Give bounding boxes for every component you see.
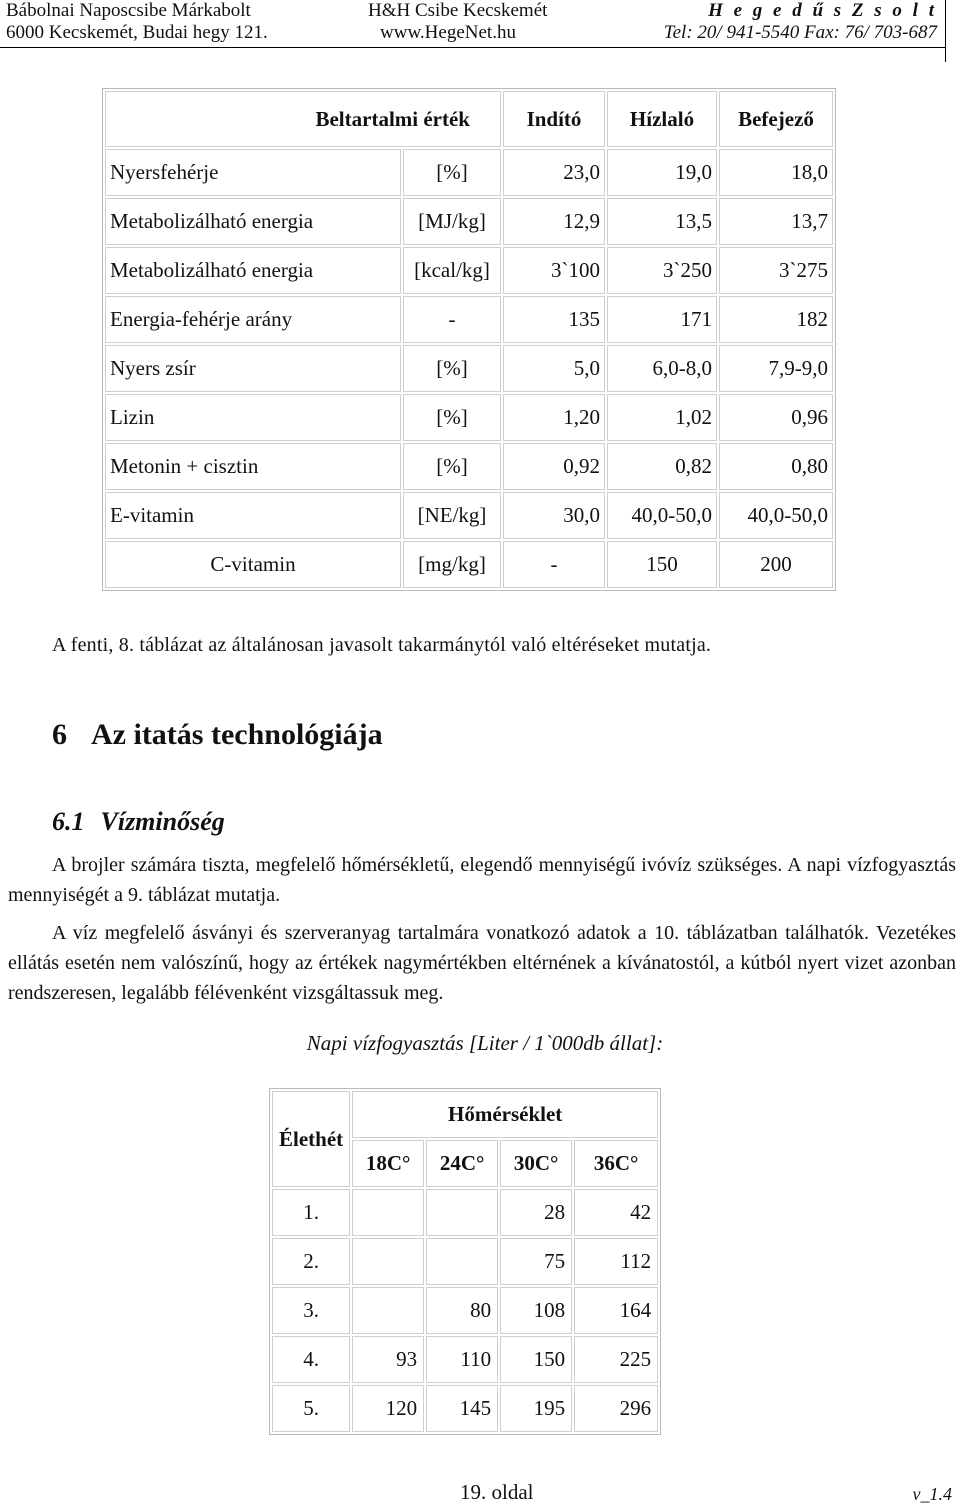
table-row: [272, 1385, 658, 1432]
table-row: [105, 492, 833, 539]
row-label: Metabolizálható energia: [105, 247, 401, 294]
temp-header-cell: 24C°: [426, 1140, 498, 1187]
paragraph-1-text: A brojler számára tiszta, megfelelő hőmérsékletű, elegendő mennyiségű ivóvíz szükséges. A napi vízfogyasztás mennyiségét a 9. táblázat mutatja.: [8, 854, 956, 906]
header-cell-grower: Hízlaló: [607, 91, 717, 147]
consumption-cell: 108: [500, 1287, 572, 1334]
row-unit: [NE/kg]: [403, 492, 501, 539]
consumption-cell: 296: [574, 1385, 658, 1432]
row-value-grower: 13,5: [607, 198, 717, 245]
consumption-cell: 110: [426, 1336, 498, 1383]
consumption-cell: 225: [574, 1336, 658, 1383]
consumption-cell: [426, 1189, 498, 1236]
consumption-cell: 80: [426, 1287, 498, 1334]
temperature-header: Hőmérséklet: [352, 1091, 658, 1138]
version-label: v_1.4: [912, 1484, 952, 1504]
subsection-number: 6.1: [52, 807, 85, 836]
row-label: Metonin + cisztin: [105, 443, 401, 490]
section-heading: [52, 718, 383, 752]
paragraph-1: [8, 850, 956, 910]
paragraph-2-text: A víz megfelelő ásványi és szerveranyag tartalmára vonatkozó adatok a 10. táblázatban találhatók. Vezetékes ellátás esetén nem valószínű, hogy az értékek nagymértékben eltérnének a kívánatostól, a kútból nyert vizet azonban rendszeresen, legalább félévenként vizsgáltassuk meg.: [8, 922, 956, 1004]
week-cell: 1.: [272, 1189, 350, 1236]
consumption-cell: [352, 1238, 424, 1285]
row-value-grower: 3`250: [607, 247, 717, 294]
consumption-cell: 28: [500, 1189, 572, 1236]
consumption-cell: [352, 1189, 424, 1236]
paragraph-2: [8, 918, 956, 1008]
row-unit: [mg/kg]: [403, 541, 501, 588]
table-row: [105, 247, 833, 294]
row-unit: [kcal/kg]: [403, 247, 501, 294]
consumption-cell: 164: [574, 1287, 658, 1334]
header-cell-content: Beltartalmi érték: [105, 91, 501, 147]
table-row: [105, 443, 833, 490]
row-value-grower: 40,0-50,0: [607, 492, 717, 539]
temp-header-cell: 18C°: [352, 1140, 424, 1187]
row-label: C-vitamin: [105, 541, 401, 588]
header-rule: [0, 47, 945, 48]
temp-header-cell: 36C°: [574, 1140, 658, 1187]
row-value-starter: 3`100: [503, 247, 605, 294]
week-cell: 5.: [272, 1385, 350, 1432]
nutrition-table: [102, 88, 836, 591]
row-value-grower: 0,82: [607, 443, 717, 490]
age-header: Élethét: [272, 1091, 350, 1187]
header-shop-address: 6000 Kecskemét, Budai hegy 121.: [6, 22, 268, 43]
row-value-starter: 135: [503, 296, 605, 343]
row-value-finisher: 200: [719, 541, 833, 588]
table-row: [105, 394, 833, 441]
table-row: [105, 541, 833, 588]
water-table-caption: Napi vízfogyasztás [Liter / 1`000db állat]:: [306, 1031, 664, 1055]
header-brand: H&H Csibe Kecskemét: [368, 0, 548, 21]
subsection-title: Vízminőség: [100, 807, 225, 836]
table-row: [105, 345, 833, 392]
page-header: [0, 0, 946, 62]
row-value-finisher: 182: [719, 296, 833, 343]
week-cell: 4.: [272, 1336, 350, 1383]
row-unit: [%]: [403, 394, 501, 441]
row-value-starter: 1,20: [503, 394, 605, 441]
row-unit: [%]: [403, 443, 501, 490]
row-value-finisher: 18,0: [719, 149, 833, 196]
header-cell-finisher: Befejező: [719, 91, 833, 147]
temp-header-cell: 30C°: [500, 1140, 572, 1187]
row-label: Nyers zsír: [105, 345, 401, 392]
row-value-finisher: 0,96: [719, 394, 833, 441]
consumption-cell: 195: [500, 1385, 572, 1432]
header-website-link[interactable]: www.HegeNet.hu: [380, 22, 516, 43]
nutrition-header-row: [105, 91, 833, 147]
consumption-cell: [426, 1238, 498, 1285]
row-value-finisher: 13,7: [719, 198, 833, 245]
row-value-starter: 5,0: [503, 345, 605, 392]
section-number: 6: [52, 718, 67, 751]
table-row: [105, 296, 833, 343]
row-unit: [%]: [403, 149, 501, 196]
subsection-heading: [52, 807, 225, 837]
consumption-cell: 75: [500, 1238, 572, 1285]
row-value-starter: 23,0: [503, 149, 605, 196]
consumption-cell: [352, 1287, 424, 1334]
consumption-cell: 112: [574, 1238, 658, 1285]
row-unit: [%]: [403, 345, 501, 392]
row-value-grower: 19,0: [607, 149, 717, 196]
header-shop-name: Bábolnai Naposcsibe Márkabolt: [6, 0, 251, 21]
row-label: Energia-fehérje arány: [105, 296, 401, 343]
consumption-cell: 145: [426, 1385, 498, 1432]
row-unit: -: [403, 296, 501, 343]
row-value-finisher: 40,0-50,0: [719, 492, 833, 539]
row-value-grower: 150: [607, 541, 717, 588]
water-table: [269, 1088, 661, 1435]
row-value-finisher: 3`275: [719, 247, 833, 294]
consumption-cell: 42: [574, 1189, 658, 1236]
row-value-starter: -: [503, 541, 605, 588]
row-label: Metabolizálható energia: [105, 198, 401, 245]
table-row: [272, 1238, 658, 1285]
table-row: [272, 1336, 658, 1383]
row-label: E-vitamin: [105, 492, 401, 539]
row-unit: [MJ/kg]: [403, 198, 501, 245]
header-cell-starter: Indító: [503, 91, 605, 147]
header-author: H e g e d ű s Z s o l t: [708, 0, 937, 21]
row-value-grower: 1,02: [607, 394, 717, 441]
row-value-finisher: 0,80: [719, 443, 833, 490]
week-cell: 2.: [272, 1238, 350, 1285]
table-row: [272, 1287, 658, 1334]
table-row: [272, 1189, 658, 1236]
row-value-starter: 12,9: [503, 198, 605, 245]
page-number: 19. oldal: [460, 1480, 534, 1504]
consumption-cell: 93: [352, 1336, 424, 1383]
row-value-grower: 171: [607, 296, 717, 343]
table-note: A fenti, 8. táblázat az általánosan javasolt takarmánytól való eltéréseket mutatja.: [52, 634, 712, 656]
consumption-cell: 120: [352, 1385, 424, 1432]
row-label: Lizin: [105, 394, 401, 441]
row-value-starter: 0,92: [503, 443, 605, 490]
row-label: Nyersfehérje: [105, 149, 401, 196]
table-row: [105, 198, 833, 245]
week-cell: 3.: [272, 1287, 350, 1334]
row-value-finisher: 7,9-9,0: [719, 345, 833, 392]
table-row: [105, 149, 833, 196]
consumption-cell: 150: [500, 1336, 572, 1383]
row-value-starter: 30,0: [503, 492, 605, 539]
row-value-grower: 6,0-8,0: [607, 345, 717, 392]
header-contact: Tel: 20/ 941-5540 Fax: 76/ 703-687: [663, 22, 937, 43]
section-title: Az itatás technológiája: [91, 718, 383, 751]
